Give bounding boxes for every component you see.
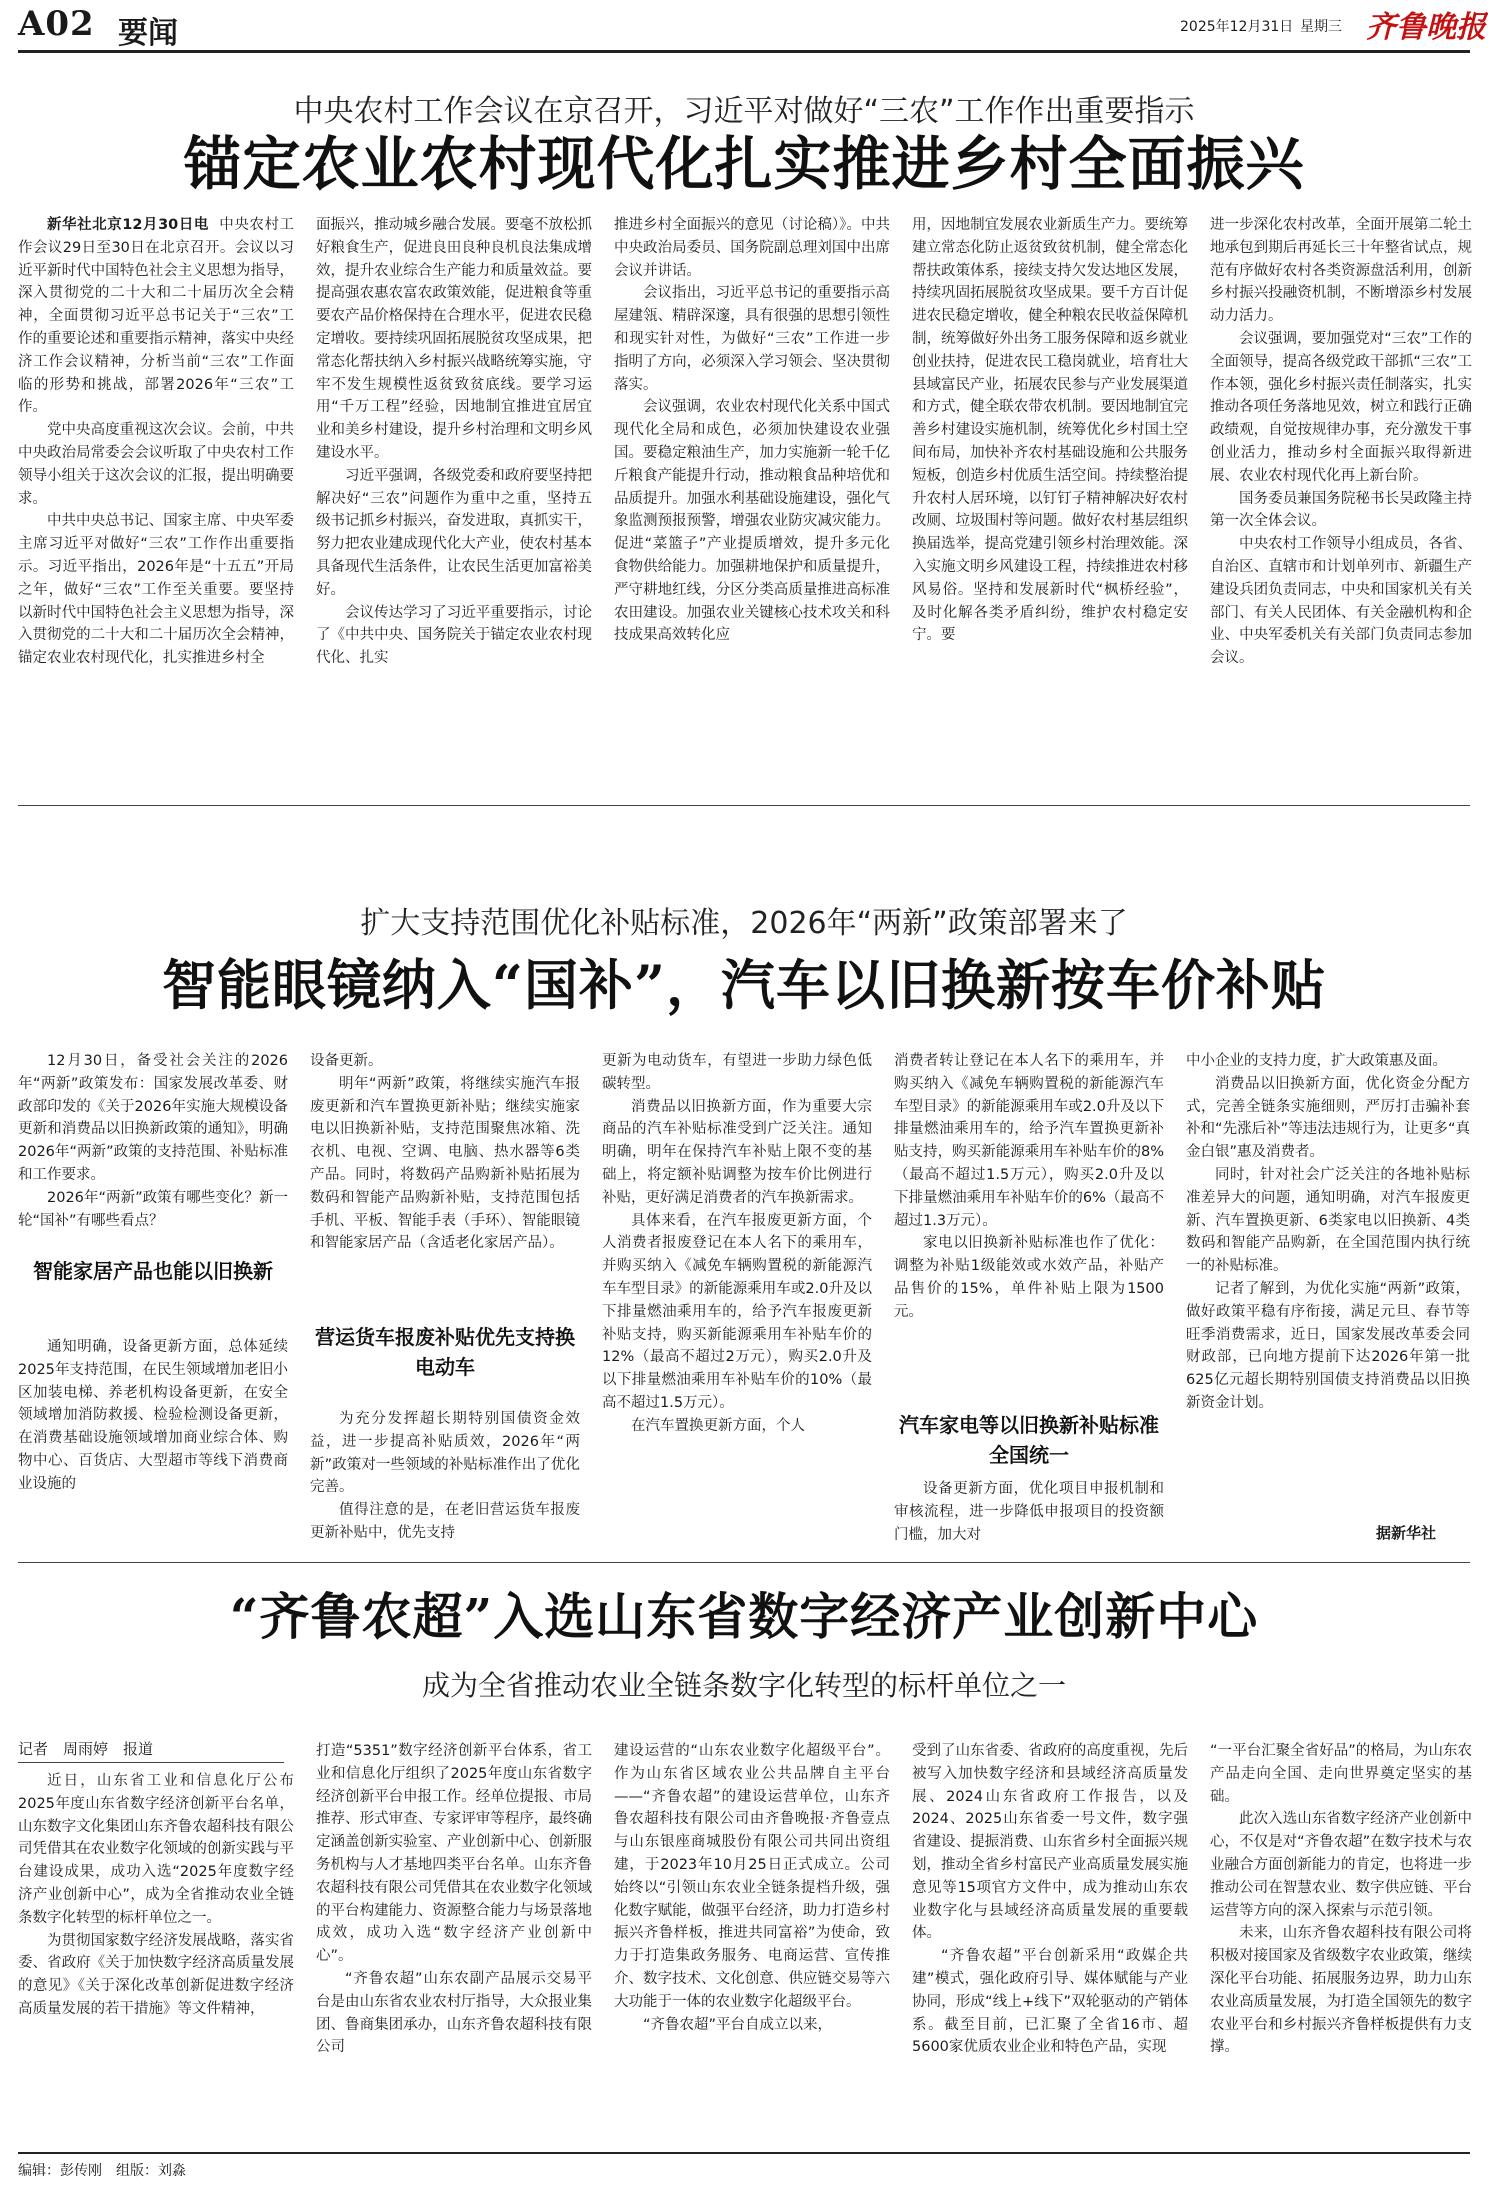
article2-column-1b [18, 1336, 288, 1546]
article1-headline: 锚定农业农村现代化扎实推进乡村全面振兴 [183, 130, 1305, 198]
article1-paragraph: 党中央高度重视这次会议。会前，中共中央政治局常委会会议听取了中央农村工作领导小组关于这次会议的汇报，提出明确要求。 [18, 422, 294, 507]
article2-paragraph: 设备更新。 [310, 1053, 383, 1069]
page-number: A02 [18, 4, 95, 44]
article3-headline: “齐鲁农超”入选山东省数字经济产业创新中心 [229, 1587, 1259, 1646]
divider [18, 1562, 1470, 1563]
article3-paragraph: “齐鲁农超”平台自成立以来， [643, 2016, 833, 2033]
article2-paragraph: 消费品以旧换新方面，优化资金分配方式，完善全链条实施细则，严厉打击骗补套补和“先涨后补”等违法违规行为，让更多“真金白银”惠及消费者。 [1186, 1075, 1470, 1161]
article2-paragraph: 设备更新方面，优化项目申报机制和审核流程，进一步降低申报项目的投资额门槛，加大对 [894, 1481, 1164, 1543]
article3-paragraph: 建设运营的“山东农业数字化超级平台”。作为山东省区域农业公共品牌自主平台——“齐鲁农超”的建设运营单位，山东齐鲁农超科技有限公司由齐鲁晚报·齐鲁壹点与山东银座商城股份有限公司共同出资组建，于2023年10月25日正式成立。公司始终以“引领山东农业全链条提档升级，强化数字赋能，做强平台经济，助力打造乡村振兴齐鲁样板，推进共同富裕”为使命，致力于打造集政务服务、电商运营、宣传推介、数字技术、文化创意、供应链交易等六大功能于一体的农业数字化超级平台。 [614, 1743, 890, 2010]
article2-subhead-3: 汽车家电等以旧换新补贴标准全国统一 [899, 1413, 1159, 1467]
article1-paragraph: 中共中央总书记、国家主席、中央军委主席习近平对做好“三农”工作作出重要指示。习近平指出，2026年是“十五五”开局之年，做好“三农”工作至关重要。要坚持以新时代中国特色社会主义思想为指导，深入贯彻党的二十大和二十届历次全会精神，锚定农业农村现代化，扎实推进乡村全 [18, 513, 294, 667]
article1-deck: 中央农村工作会议在京召开，习近平对做好“三农”工作作出重要指示 [293, 94, 1195, 129]
article2-subhead-2: 营运货车报废补贴优先支持换电动车 [315, 1325, 575, 1379]
article1-paragraph: 会议强调，要加强党对“三农”工作的全面领导，提高各级党政干部抓“三农”工作本领，强化乡村振兴责任制落实，扎实推动各项任务落地见效，树立和践行正确政绩观，自觉按规律办事，充分激发干事创业活力，推动乡村全面振兴取得新进展、农业农村现代化再上新台阶。 [1210, 330, 1472, 484]
article2-paragraph: 通知明确，设备更新方面，总体延续2025年支持范围，在民生领域增加老旧小区加装电梯、养老机构设备更新，在安全领域增加消防救援、检验检测设备更新，在消费基础设施领域增加商业综合体、购物中心、百货店、大型超市等线下消费商业设施的 [18, 1339, 288, 1492]
article1-paragraph: 用，因地制宜发展农业新质生产力。要统筹建立常态化防止返贫致贫机制，健全常态化帮扶政策体系，接续支持欠发达地区发展，持续巩固拓展脱贫攻坚成果。要千方百计促进农民稳定增收，健全种粮农民收益保障机制，统筹做好外出务工服务保障和返乡就业创业扶持，促进农民工稳岗就业，培育壮大县域富民产业，拓展农民参与产业发展渠道和方式，健全联农带农机制。要因地制宜完善乡村建设实施机制，统筹优化乡村国土空间布局，加快补齐农村基础设施和公共服务短板，创造乡村优质生活空间。持续整治提升农村人居环境，以钉钉子精神解决好农村改厕、垃圾围村等问题。做好农村基层组织换届选举，提高党建引领乡村治理效能。深入实施文明乡风建设工程，持续推进农村移风易俗。坚持和发展新时代“枫桥经验”，及时化解各类矛盾纠纷，维护农村稳定安宁。要 [912, 217, 1188, 644]
article2-column-5 [1186, 1050, 1470, 1520]
article3-paragraph: 为贯彻国家数字经济发展战略，落实省委、省政府《关于加快数字经济高质量发展的意见》《关于深化改革创新促进数字经济高质量发展的若干措施》等文件精神， [18, 1932, 294, 2017]
article2-column-2a [310, 1050, 580, 1292]
article3-byline: 记者 周雨婷 报道 [18, 1740, 154, 1758]
article2-paragraph: 消费者转让登记在本人名下的乘用车，并购买纳入《减免车辆购置税的新能源汽车车型目录》的新能源乘用车或2.0升及以下排量燃油乘用车的，给予汽车置换更新补贴支持，购买新能源乘用车补贴车价的8%（最高不超过1.5万元），购买2.0升及以下排量燃油乘用车补贴车价的6%（最高不超过1.3万元）。 [894, 1053, 1164, 1229]
article3-column-3 [614, 1740, 890, 2142]
article2-paragraph: 12月30日，备受社会关注的2026年“两新”政策发布：国家发展改革委、财政部印发的《关于2026年实施大规模设备更新和消费品以旧换新政策的通知》，明确2026年“两新”政策的支持范围、补贴标准和工作要求。 [18, 1053, 288, 1183]
article1-dateline: 新华社北京12月30日电 [47, 217, 209, 233]
article1-paragraph: 中央农村工作领导小组成员，各省、自治区、直辖市和计划单列市、新疆生产建设兵团负责同志，中央和国家机关有关部门、有关人民团体、有关金融机构和企业、中央军委机关有关部门负责同志参加会议。 [1210, 536, 1472, 667]
article3-paragraph: 此次入选山东省数字经济产业创新中心，不仅是对“齐鲁农超”在数字技术与农业融合方面创新能力的肯定，也将进一步推动公司在智慧农业、数字供应链、平台运营等方向的深入探索与示范引领。 [1210, 1811, 1472, 1919]
article1-paragraph: 面振兴，推动城乡融合发展。要毫不放松抓好粮食生产，促进良田良种良机良法集成增效，提升农业综合生产能力和质量效益。要提高强农惠农富农政策效能，促进粮食等重要农产品价格保持在合理水平，促进农民稳定增收。要持续巩固拓展脱贫攻坚成果，把常态化帮扶纳入乡村振兴战略统筹实施，守牢不发生规模性返贫致贫底线。要学习运用“千万工程”经验，因地制宜推进宜居宜业和美乡村建设，提升乡村治理和文明乡风建设水平。 [316, 217, 592, 461]
section-name: 要闻 [118, 16, 178, 51]
article1-paragraph: 会议强调，农业农村现代化关系中国式现代化全局和成色，必须加快建设农业强国。要稳定粮油生产，加力实施新一轮千亿斤粮食产能提升行动，推动粮食品种培优和品质提升。加强水利基础设施建设，强化气象监测预报预警，增强农业防灾减灾能力。促进“菜篮子”产业提质增效，提升多元化食物供给能力。加强耕地保护和质量提升，严守耕地红线，分区分类高质量推进高标准农田建设。加强农业关键核心技术攻关和科技成果高效转化应 [614, 399, 890, 644]
article3-deck: 成为全省推动农业全链条数字化转型的标杆单位之一 [421, 1669, 1066, 1702]
article3-column-5 [1210, 1740, 1472, 2142]
article2-source: 据新华社 [1376, 1524, 1437, 1542]
footer-rule [18, 2152, 1470, 2154]
article2-paragraph: 值得注意的是，在老旧营运货车报废更新补贴中，优先支持 [310, 1502, 580, 1541]
editor-credits: 编辑：彭传刚 组版：刘淼 [18, 2163, 186, 2179]
article2-column-4b [894, 1478, 1164, 1546]
article2-column-3 [602, 1050, 872, 1546]
article1-paragraph: 国务委员兼国务院秘书长吴政隆主持第一次全体会议。 [1210, 490, 1472, 530]
article2-column-4a [894, 1050, 1164, 1368]
article3-paragraph: 受到了山东省委、省政府的高度重视，先后被写入加快数字经济和县域经济高质量发展、2024山东省政府工作报告，以及2024、2025山东省委一号文件，数字强省建设、提振消费、山东省乡村全面振兴规划，推动全省乡村富民产业高质量发展实施意见等15项官方文件中，成为推动山东农业数字化与县域经济高质量发展的重要载体。 [912, 1743, 1188, 1942]
article1-paragraph: 习近平强调，各级党委和政府要坚持把解决好“三农”问题作为重中之重，坚持五级书记抓乡村振兴，奋发进取，真抓实干，努力把农业建成现代化大产业，使农村基本具备现代生活条件，让农民生活更加富裕美好。 [316, 467, 592, 598]
article2-subhead-1: 智能家居产品也能以旧换新 [33, 1259, 273, 1283]
newspaper-logo: 齐鲁晚报 [1366, 10, 1486, 45]
article1-column-3 [614, 214, 890, 794]
article2-headline: 智能眼镜纳入“国补”，汽车以旧换新按车价补贴 [161, 953, 1327, 1017]
article1-column-4 [912, 214, 1188, 794]
article3-paragraph: 未来，山东齐鲁农超科技有限公司将积极对接国家及省级数字农业政策，继续深化平台功能、拓展服务边界，助力山东农业高质量发展，为打造全国领先的数字农业平台和乡村振兴齐鲁样板提供有力支撑。 [1210, 1925, 1472, 2056]
issue-date: 2025年12月31日 [1180, 19, 1294, 35]
divider [18, 805, 1470, 806]
article3-paragraph: “一平台汇聚全省好品”的格局，为山东农产品走向全国、走向世界奠定坚实的基础。 [1210, 1743, 1472, 1805]
masthead-rule [18, 50, 1470, 53]
article1-column-5 [1210, 214, 1472, 794]
article1-paragraph: 中央农村工作会议29日至30日在北京召开。会议以习近平新时代中国特色社会主义思想为指导，深入贯彻党的二十大和二十届历次全会精神，全面贯彻习近平总书记关于“三农”工作的重要论述和重要指示精神，落实中央经济工作会议精神，分析当前“三农”工作面临的形势和挑战，部署2026年“三农”工作。 [18, 217, 294, 416]
article1-paragraph: 推进乡村全面振兴的意见（讨论稿）》。中共中央政治局委员、国务院副总理刘国中出席会议并讲话。 [614, 217, 890, 279]
article2-paragraph: 明年“两新”政策，将继续实施汽车报废更新和汽车置换更新补贴；继续实施家电以旧换新补贴，支持范围聚焦冰箱、洗衣机、电视、空调、电脑、热水器等6类产品。同时，将数码产品购新补贴拓展为数码和智能产品购新补贴，支持范围包括手机、平板、智能手表（手环）、智能眼镜和智能家居产品（含适老化家居产品）。 [310, 1075, 580, 1252]
article2-deck: 扩大支持范围优化补贴标准，2026年“两新”政策部署来了 [360, 906, 1128, 941]
article3-paragraph: 打造“5351”数字经济创新平台体系，省工业和信息化厅组织了2025年度山东省数字经济创新平台申报工作。经单位提报、市局推荐、形式审查、专家评审等程序，最终确定涵盖创新实验室、产业创新中心、创新服务机构与人才基地四类平台名单。山东齐鲁农超科技有限公司凭借其在农业数字化领域的平台构建能力、资源整合能力与场景落地成效，成功入选“数字经济产业创新中心”。 [316, 1743, 592, 1965]
article2-paragraph: 同时，针对社会广泛关注的各地补贴标准差异大的问题，通知明确，对汽车报废更新、汽车置换更新、6类家电以旧换新、4类数码和智能产品购新，在全国范围内执行统一的补贴标准。 [1186, 1166, 1470, 1275]
article2-paragraph: 消费品以旧换新方面，作为重要大宗商品的汽车补贴标准受到广泛关注。通知明确，明年在保持汽车补贴上限不变的基础上，将定额补贴调整为按车价比例进行补贴，更好满足消费者的汽车换新需求。 [602, 1098, 872, 1206]
article2-paragraph: 中小企业的支持力度，扩大政策惠及面。 [1186, 1053, 1447, 1069]
article1-paragraph: 会议传达学习了习近平重要指示，讨论了《中共中央、国务院关于锚定农业农村现代化、扎实 [316, 604, 592, 667]
article2-paragraph: 记者了解到，为优化实施“两新”政策，做好政策平稳有序衔接，满足元旦、春节等旺季消费需求，近日，国家发展改革委会同财政部，已向地方提前下达2026年第一批625亿元超长期特别国债支持消费品以旧换新资金计划。 [1186, 1280, 1470, 1411]
article3-column-4 [912, 1740, 1188, 2142]
article3-column-2 [316, 1740, 592, 2142]
article2-column-2b [310, 1408, 580, 1546]
article3-paragraph: “齐鲁农超”平台创新采用“政媒企共建”模式，强化政府引导、媒体赋能与产业协同，形成“线上+线下”双轮驱动的产销体系。截至目前，已汇聚了全省16市、超5600家优质农业企业和特色产品，实现 [912, 1948, 1188, 2056]
byline-rule [18, 1762, 284, 1763]
article2-paragraph: 2026年“两新”政策有哪些变化？新一轮“国补”有哪些看点？ [18, 1189, 288, 1229]
article2-paragraph: 更新为电动货车，有望进一步助力绿色低碳转型。 [602, 1053, 872, 1092]
issue-weekday: 星期三 [1300, 19, 1342, 35]
article2-paragraph: 具体来看，在汽车报废更新方面，个人消费者报废登记在本人名下的乘用车，并购买纳入《减免车辆购置税的新能源汽车车型目录》的新能源乘用车或2.0升及以下排量燃油乘用车的，给予汽车报废更新补贴支持，购买新能源乘用车补贴车价的12%（最高不超过2万元），购买2.0升及以下排量燃油乘用车补贴车价的10%（最高不超过1.5万元）。 [602, 1212, 872, 1411]
article3-column-1 [18, 1770, 294, 2142]
article2-paragraph: 在汽车置换更新方面，个人 [631, 1417, 805, 1434]
article1-column-1 [18, 214, 294, 794]
article1-column-2 [316, 214, 592, 794]
article2-paragraph: 为充分发挥超长期特别国债资金效益，进一步提高补贴质效，2026年“两新”政策对一些领域的补贴标准作出了优化完善。 [310, 1411, 580, 1496]
article3-paragraph: “齐鲁农超”山东农副产品展示交易平台是由山东省农业农村厅指导，大众报业集团、鲁商集团承办，山东齐鲁农超科技有限公司 [316, 1970, 592, 2056]
article1-paragraph: 进一步深化农村改革，全面开展第二轮土地承包到期后再延长三十年整省试点，规范有序做好农村各类资源盘活利用，创新乡村振兴投融资机制，不断增添乡村发展动力活力。 [1210, 217, 1472, 325]
article3-paragraph: 近日，山东省工业和信息化厅公布2025年度山东省数字经济创新平台名单，山东数字文化集团山东齐鲁农超科技有限公司凭借其在农业数字化领域的创新实践与平台建设成果，成功入选“2025年度数字经济产业创新中心”，成为全省推动农业全链条数字化转型的标杆单位之一。 [18, 1773, 294, 1926]
article1-paragraph: 会议指出，习近平总书记的重要指示高屋建瓴、精辟深邃，具有很强的思想引领性和现实针对性，为做好“三农”工作进一步指明了方向，必须深入学习领会、坚决贯彻落实。 [614, 285, 890, 393]
article2-column-1a [18, 1050, 288, 1236]
article2-paragraph: 家电以旧换新补贴标准也作了优化：调整为补贴1级能效或水效产品，补贴产品售价的15%，单件补贴上限为1500元。 [894, 1235, 1164, 1320]
